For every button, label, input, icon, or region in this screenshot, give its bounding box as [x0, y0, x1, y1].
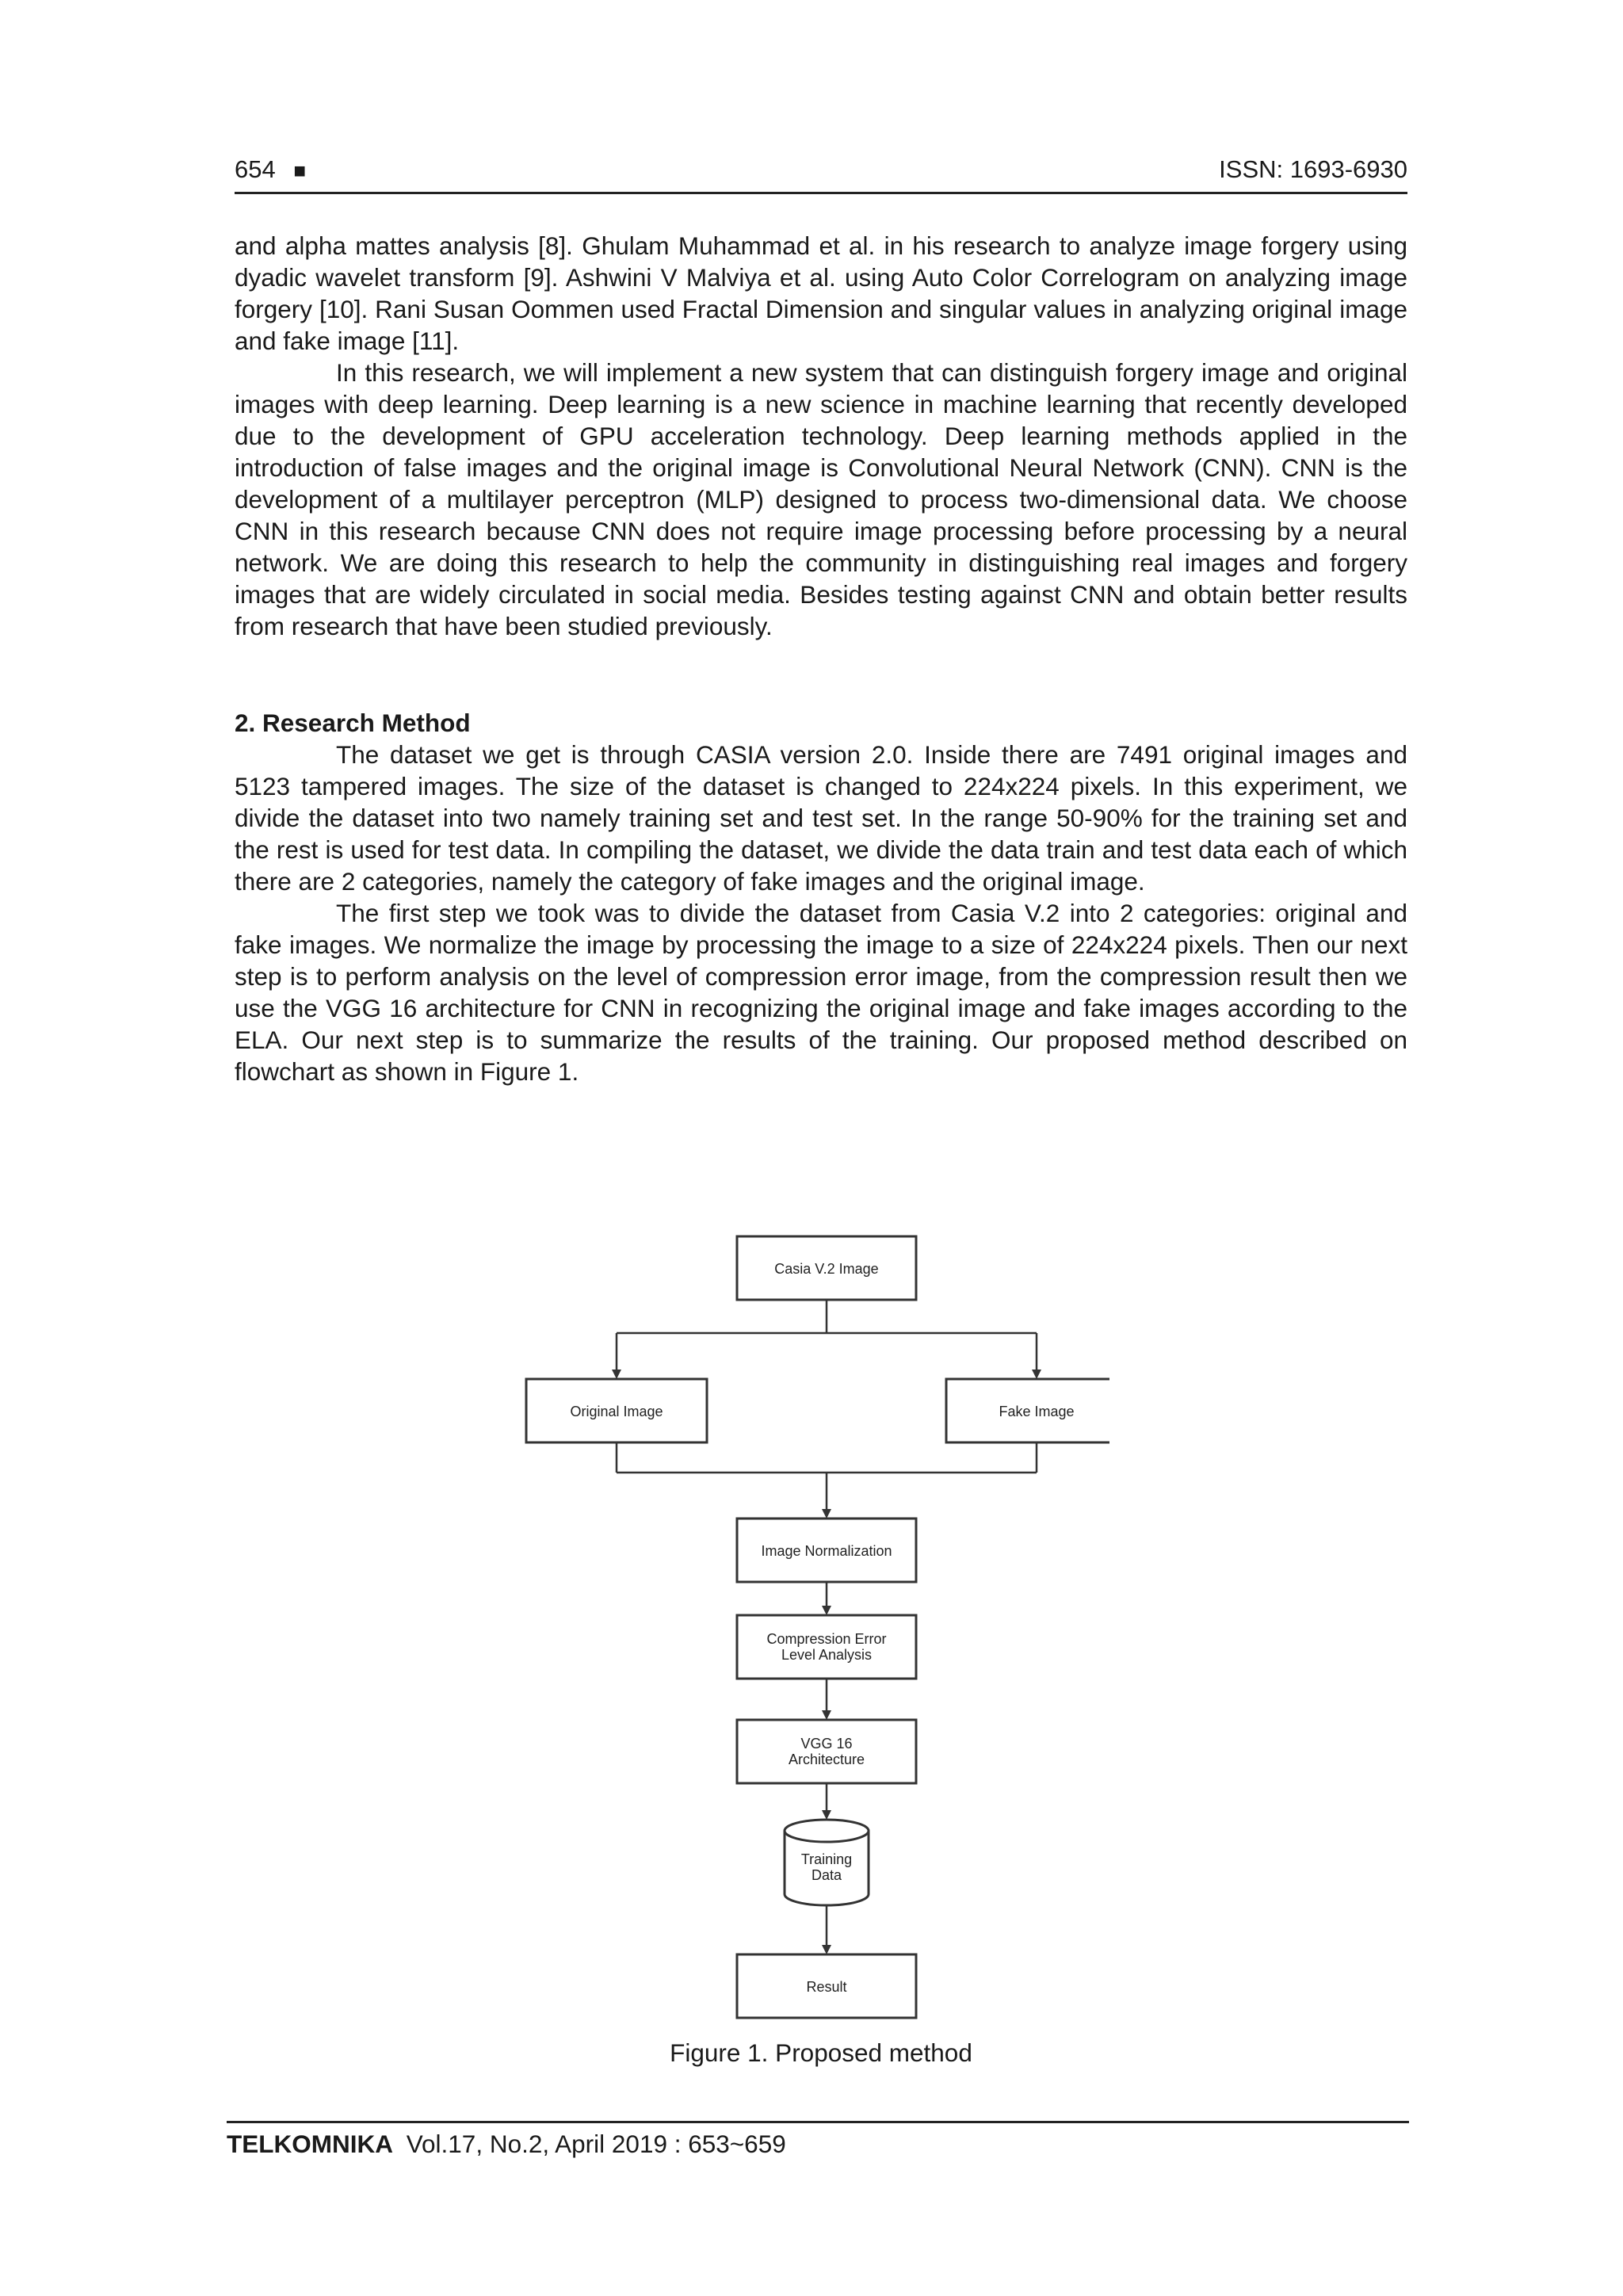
arrow-to-normalization [822, 1509, 831, 1519]
flowchart-figure [523, 1230, 1109, 2023]
casia-label: Casia V.2 Image [774, 1261, 879, 1277]
page-footer [227, 2121, 1409, 2159]
journal-details: Vol.17, No.2, April 2019 : 653~659 [406, 2130, 786, 2158]
page-number [235, 155, 306, 184]
square-bullet-icon: ■ [293, 159, 307, 182]
original-image-label: Original Image [570, 1404, 663, 1419]
vgg-label-line2: Architecture [788, 1752, 865, 1767]
body-text [235, 230, 1407, 1087]
figure-caption: Figure 1. Proposed method [670, 2038, 972, 2067]
normalization-label: Image Normalization [761, 1543, 892, 1559]
issn: ISSN: 1693-6930 [1219, 155, 1407, 183]
result-label: Result [806, 1979, 847, 1995]
arrow-to-fake [1032, 1370, 1041, 1379]
page-header [235, 155, 1407, 194]
paragraph-method-steps: The first step we took was to divide the dataset from Casia V.2 into 2 categories: original and fake images. We normalize the image by processing the image to a size of 224x224 pixels. Then our next step is to perform analysis on the level of compression error image, from the compression result then we use the VGG 16 architecture for CNN in recognizing the original image and fake images according to the ELA. Our next step is to summarize the results of the training. Our proposed method described on flowchart as shown in Figure 1. [235, 899, 1407, 1086]
journal-name: TELKOMNIKA [227, 2130, 393, 2158]
flowchart [523, 1230, 1109, 2023]
arrow-to-result [822, 1945, 831, 1954]
training-label-line1: Training [800, 1851, 853, 1867]
fake-image-label: Fake Image [999, 1404, 1075, 1419]
training-label-line2: Data [811, 1867, 842, 1883]
ela-label-line1: Compression Error [766, 1631, 887, 1647]
arrow-to-original [612, 1370, 621, 1379]
arrow-to-ela [822, 1606, 831, 1615]
ela-label-line2: Level Analysis [781, 1647, 873, 1663]
arrow-to-vgg [822, 1710, 831, 1720]
arrow-to-training [822, 1810, 831, 1820]
paragraph-research-aim: In this research, we will implement a new system that can distinguish forgery image and original images with deep learning. Deep learning is a new science in machine learning that recently developed due to the development of GPU acceleration technology. Deep learning methods applied in the introduction of false images and the original image is Convolutional Neural Network (CNN). CNN is the development of a multilayer perceptron (MLP) designed to process two-dimensional data. We choose CNN in this research because CNN does not require image processing before processing by a neural network. We are doing this research to help the community in distinguishing real images and forgery images that are widely circulated in social media. Besides testing against CNN and obtain better results from research that have been studied previously. [235, 358, 1407, 640]
paragraph-dataset: The dataset we get is through CASIA version 2.0. Inside there are 7491 original images and 5123 tampered images. The size of the dataset is changed to 224x224 pixels. In this experiment, we divide the dataset into two namely training set and test set. In the range 50-90% for the training set and the rest is used for test data. In compiling the dataset, we divide the data train and test data each of which there are 2 categories, namely the category of fake images and the original image. [235, 740, 1407, 896]
vgg-label-line1: VGG 16 [800, 1736, 853, 1752]
paragraph-intro-continued: and alpha mattes analysis [8]. Ghulam Muhammad et al. in his research to analyze image forgery using dyadic wavelet transform [9]. Ashwini V Malviya et al. using Auto Color Correlogram on analyzing image forgery [10]. Rani Susan Oommen used Fractal Dimension and singular values in analyzing original image and fake image [11]. [235, 231, 1407, 355]
section-heading: 2. Research Method [235, 709, 471, 737]
page-number-value: 654 [235, 155, 276, 183]
